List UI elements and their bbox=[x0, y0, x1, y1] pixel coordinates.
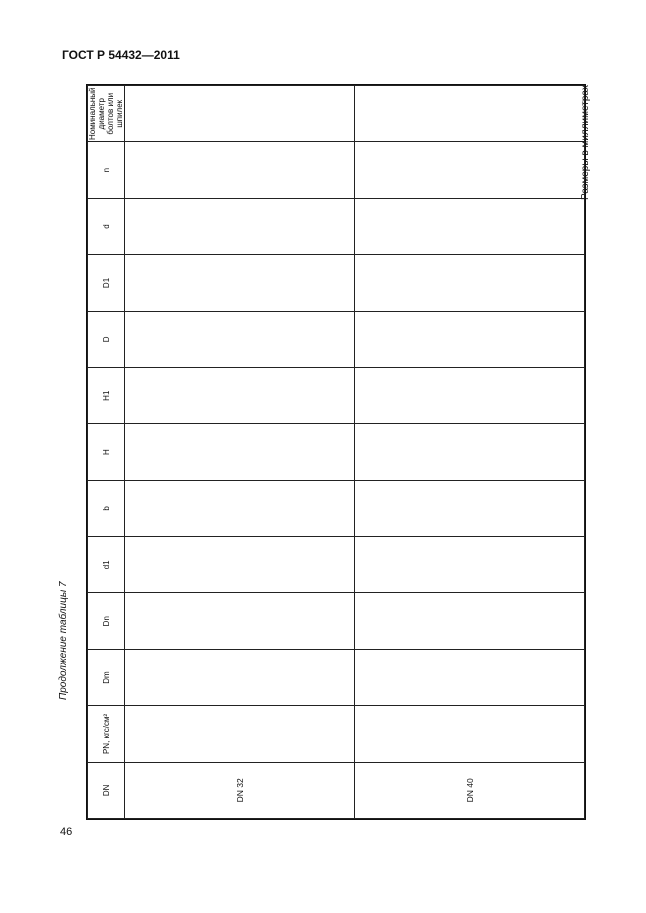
table-cell bbox=[125, 649, 355, 705]
table-row bbox=[125, 86, 355, 819]
table-cell bbox=[125, 311, 355, 367]
table-frame bbox=[86, 84, 586, 820]
col-b: b bbox=[88, 480, 125, 536]
table-cell bbox=[355, 706, 585, 762]
col-h: H bbox=[88, 424, 125, 480]
col-dn-ring: Dn bbox=[88, 593, 125, 649]
table-cell: DN 32 bbox=[125, 762, 355, 818]
col-d-outer: D bbox=[88, 311, 125, 367]
table-cell bbox=[125, 537, 355, 593]
page-number: 46 bbox=[60, 826, 73, 838]
col-n: n bbox=[88, 142, 125, 198]
table-cell bbox=[125, 480, 355, 536]
col-h1: H1 bbox=[88, 368, 125, 424]
table-cell bbox=[125, 593, 355, 649]
table-cell bbox=[125, 368, 355, 424]
col-d-hole: d bbox=[88, 198, 125, 254]
table-cell bbox=[125, 255, 355, 311]
table-cell bbox=[355, 311, 585, 367]
table-row bbox=[355, 86, 585, 819]
table-header-row bbox=[88, 86, 125, 819]
col-dn: DN bbox=[88, 762, 125, 818]
col-d1: d1 bbox=[88, 537, 125, 593]
col-pn: PN, кгс/см² bbox=[88, 706, 125, 762]
table-cell bbox=[355, 142, 585, 198]
table-cell bbox=[355, 255, 585, 311]
table-cell bbox=[125, 198, 355, 254]
table-cell bbox=[355, 424, 585, 480]
table-cell bbox=[355, 537, 585, 593]
table-cell bbox=[125, 86, 355, 143]
table-cell bbox=[355, 480, 585, 536]
table-cell bbox=[125, 424, 355, 480]
col-dm: Dm bbox=[88, 649, 125, 705]
table-cell bbox=[355, 198, 585, 254]
table-cell bbox=[355, 368, 585, 424]
col-d1-bolt-circle: D1 bbox=[88, 255, 125, 311]
document-title: ГОСТ Р 54432—2011 bbox=[62, 48, 180, 62]
table-cell bbox=[355, 593, 585, 649]
table-cell bbox=[355, 649, 585, 705]
table-cell bbox=[355, 86, 585, 143]
col-bolt-size: Номинальный диаметр болтов или шпилек bbox=[88, 87, 124, 141]
table-cell bbox=[125, 706, 355, 762]
flange-dimensions-table bbox=[87, 85, 585, 819]
rotated-table-container bbox=[87, 85, 585, 819]
table-cell bbox=[125, 142, 355, 198]
table-cell: DN 40 bbox=[355, 762, 585, 818]
